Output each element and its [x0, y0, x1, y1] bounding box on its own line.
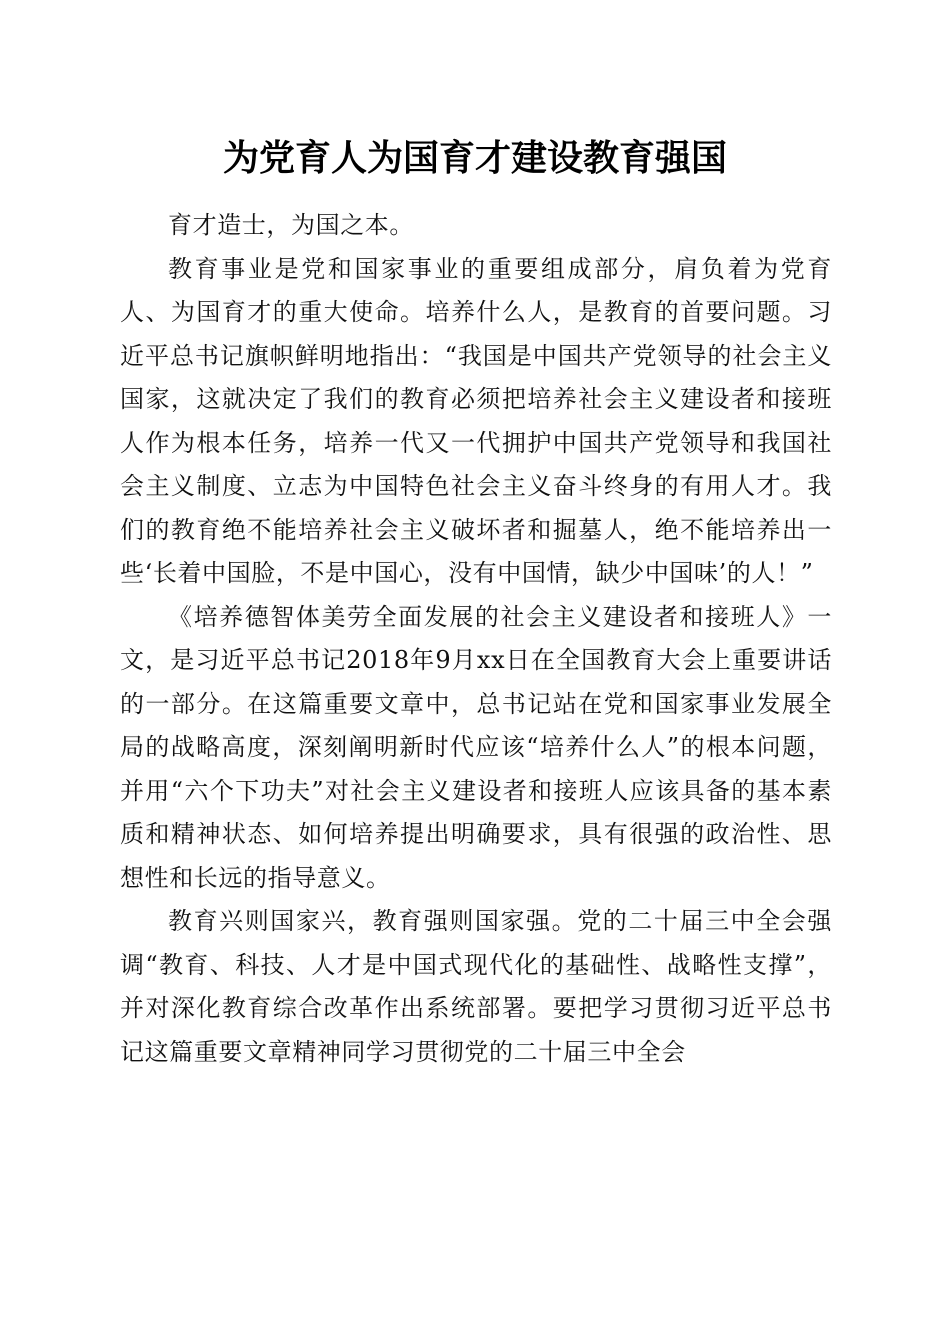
paragraph: 育才造士，为国之本。: [168, 211, 414, 239]
paragraph: 教育兴则国家兴，教育强则国家强。党的二十届三中全会强调“教育、科技、人才是中国式现代化的基础性、战略性支撑”，并对深化教育综合改革作出系统部署。要把学习贯彻习近平总书记这篇重要文章精神同学习贯彻党的二十届三中全会: [120, 907, 832, 1066]
document-title: 为党育人为国育才建设教育强国: [222, 137, 727, 179]
paragraph: 教育事业是党和国家事业的重要组成部分，肩负着为党育人、为国育才的重大使命。培养什么人，是教育的首要问题。习近平总书记旗帜鲜明地指出：“我国是中国共产党领导的社会主义国家，这就决定了我们的教育必须把培养社会主义建设者和接班人作为根本任务，培养一代又一代拥护中国共产党领导和我国社会主义制度、立志为中国特色社会主义奋斗终身的有用人才。我们的教育绝不能培养社会主义破坏者和掘墓人，绝不能培养出一些‘长着中国脸，不是中国心，没有中国情，缺少中国味’的人！”: [120, 254, 832, 587]
document-body: [120, 204, 832, 1074]
paragraph: 《培养德智体美劳全面发展的社会主义建设者和接班人》一文，是习近平总书记2018年9月xx日在全国教育大会上重要讲话的一部分。在这篇重要文章中，总书记站在党和国家事业发展全局的战略高度，深刻阐明新时代应该“培养什么人”的根本问题，并用“六个下功夫”对社会主义建设者和接班人应该具备的基本素质和精神状态、如何培养提出明确要求，具有很强的政治性、思想性和长远的指导意义。: [120, 602, 832, 892]
